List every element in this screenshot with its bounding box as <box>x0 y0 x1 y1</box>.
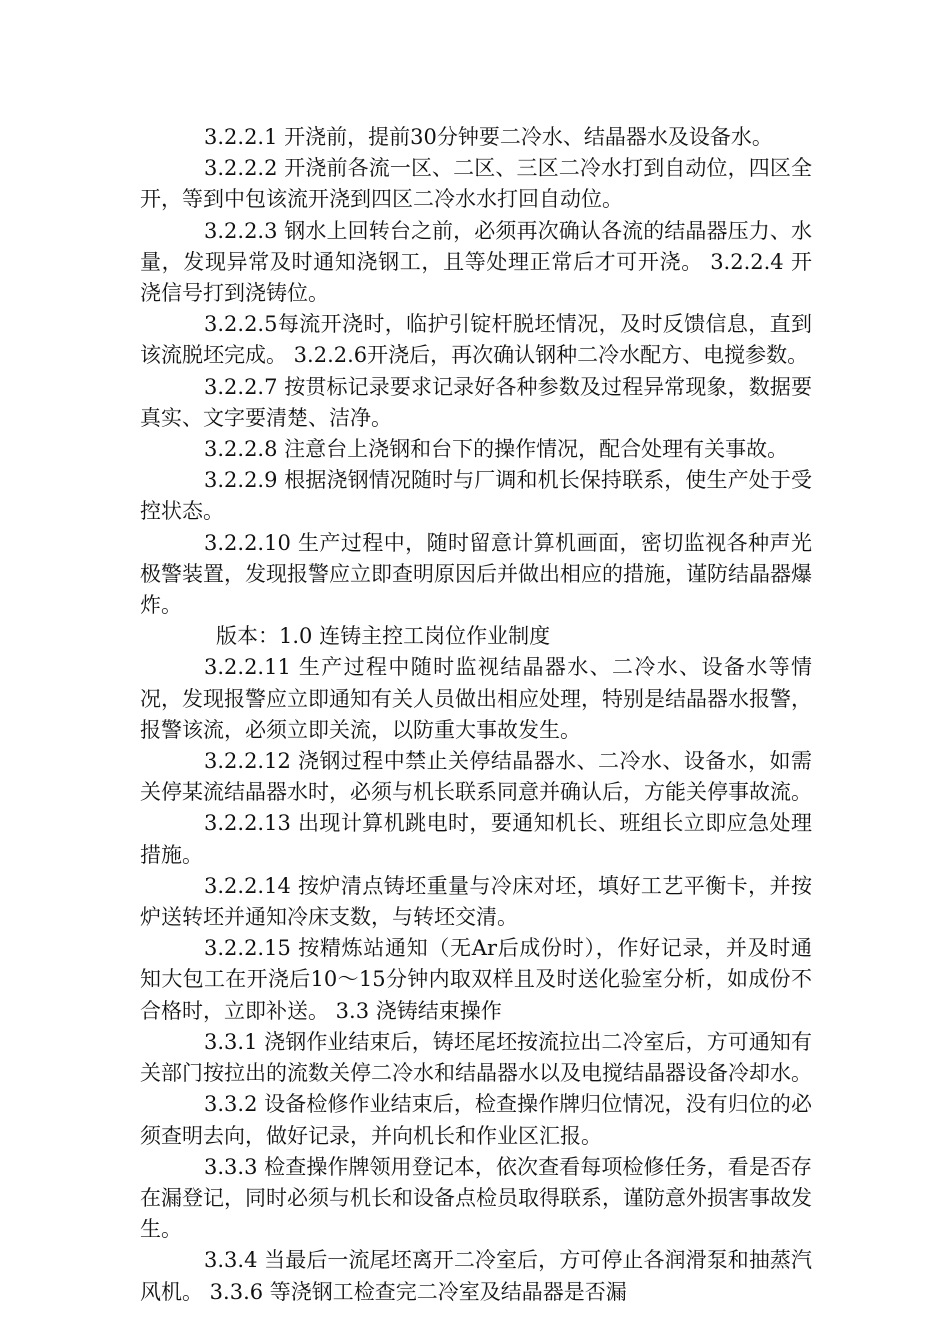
paragraph-3-2-2-13: 3.2.2.13 出现计算机跳电时，要通知机长、班组长立即应急处理措施。 <box>140 811 812 867</box>
paragraph-3-2-2-3: 3.2.2.3 钢水上回转台之前，必须再次确认各流的结晶器压力、水量，发现异常及时通知浇钢工，且等处理正常后才可开浇。 3.2.2.4 开浇信号打到浇铸位。 <box>140 218 812 306</box>
document-page <box>140 122 812 1308</box>
version-line: 版本：1.0 连铸主控工岗位作业制度 <box>216 624 551 649</box>
paragraph-3-2-2-15: 3.2.2.15 按精炼站通知（无Ar后成份时），作好记录，并及时通知大包工在开浇后10～15分钟内取双样且及时送化验室分析，如成份不合格时，立即补送。 3.3 浇铸结束操作 <box>140 936 812 1023</box>
paragraph-3-2-2-2: 3.2.2.2 开浇前各流一区、二区、三区二冷水打到自动位，四区全开，等到中包该流开浇到四区二冷水水打回自动位。 <box>140 156 812 212</box>
paragraph-3-2-2-11: 3.2.2.11 生产过程中随时监视结晶器水、二冷水、设备水等情况，发现报警应立即通知有关人员做出相应处理，特别是结晶器水报警，报警该流，必须立即关流，以防重大事故发生。 <box>140 655 812 742</box>
paragraph-3-2-2-10: 3.2.2.10 生产过程中，随时留意计算机画面，密切监视各种声光极警装置，发现报警应立即查明原因后并做出相应的措施，谨防结晶器爆炸。 <box>140 530 812 618</box>
paragraph-3-3-4: 3.3.4 当最后一流尾坯离开二冷室后，方可停止各润滑泵和抽蒸汽风机。 3.3.6 等浇钢工检查完二冷室及结晶器是否漏 <box>140 1248 812 1304</box>
paragraph-3-3-3: 3.3.3 检查操作牌领用登记本，依次查看每项检修任务，看是否存在漏登记，同时必须与机长和设备点检员取得联系，谨防意外损害事故发生。 <box>140 1154 812 1242</box>
paragraph-3-3-2: 3.3.2 设备检修作业结束后，检查操作牌归位情况，没有归位的必须查明去向，做好记录，并向机长和作业区汇报。 <box>140 1092 812 1148</box>
paragraph-3-3-1: 3.3.1 浇钢作业结束后，铸坯尾坯按流拉出二冷室后，方可通知有关部门按拉出的流数关停二冷水和结晶器水以及电搅结晶器设备冷却水。 <box>140 1029 812 1086</box>
paragraph-3-2-2-1: 3.2.2.1 开浇前，提前30分钟要二冷水、结晶器水及设备水。 <box>204 125 773 149</box>
paragraph-3-2-2-12: 3.2.2.12 浇钢过程中禁止关停结晶器水、二冷水、设备水，如需关停某流结晶器水时，必须与机长联系同意并确认后，方能关停事故流。 <box>140 749 812 805</box>
paragraph-3-2-2-7: 3.2.2.7 按贯标记录要求记录好各种参数及过程异常现象，数据要真实、文字要清楚、洁净。 <box>140 374 812 430</box>
paragraph-3-2-2-9: 3.2.2.9 根据浇钢情况随时与厂调和机长保持联系，使生产处于受控状态。 <box>140 468 812 524</box>
paragraph-3-2-2-14: 3.2.2.14 按炉清点铸坯重量与冷床对坯，填好工艺平衡卡，并按炉送转坯并通知冷床支数，与转坯交清。 <box>140 873 812 930</box>
paragraph-3-2-2-5: 3.2.2.5每流开浇时，临护引锭杆脱坯情况，及时反馈信息，直到该流脱坯完成。 3.2.2.6开浇后，再次确认钢种二冷水配方、电搅参数。 <box>140 312 812 368</box>
paragraph-3-2-2-8: 3.2.2.8 注意台上浇钢和台下的操作情况，配合处理有关事故。 <box>204 437 789 462</box>
